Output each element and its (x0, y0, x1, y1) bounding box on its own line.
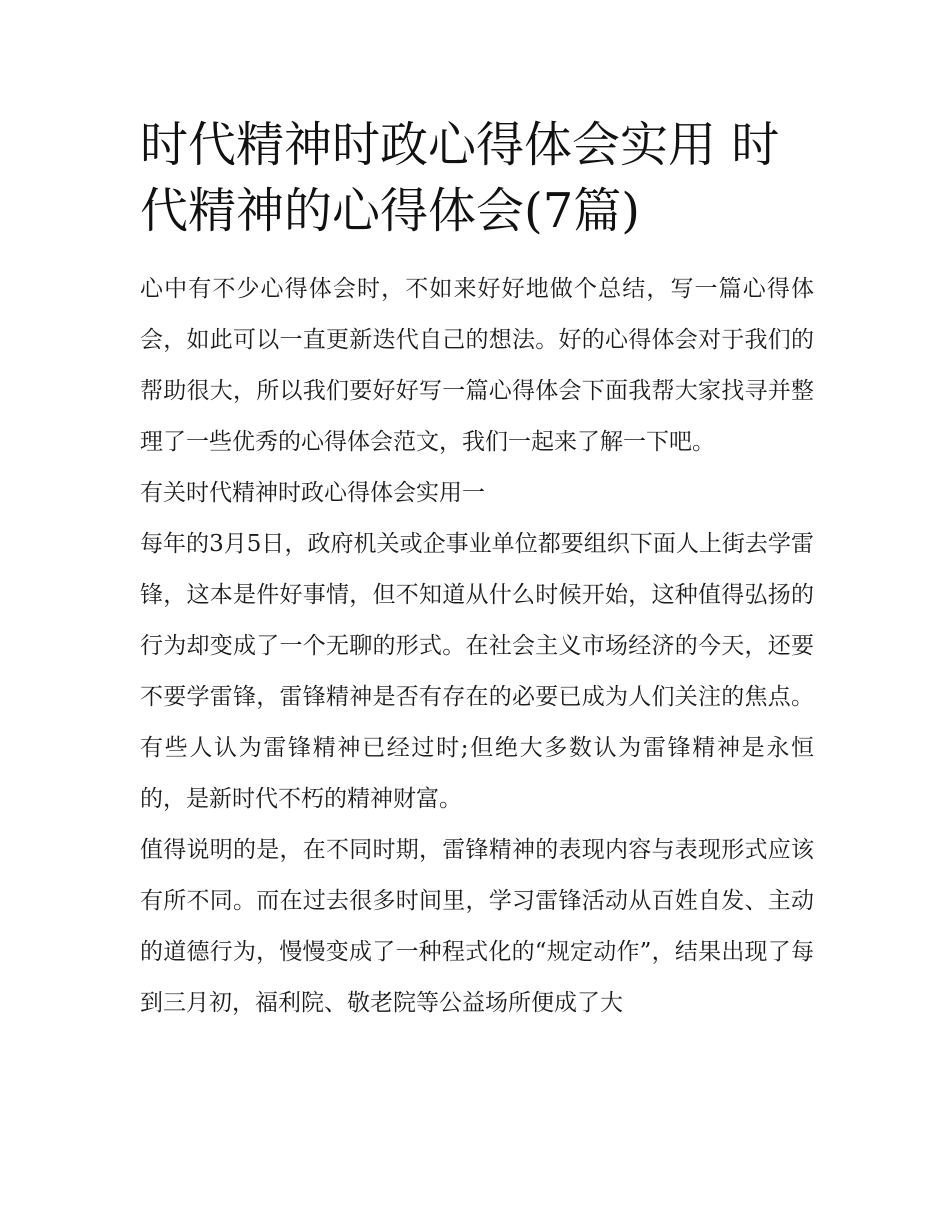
document-body (140, 112, 814, 1029)
document-title: 时代精神时政心得体会实用 时代精神的心得体会(7篇) (140, 117, 780, 239)
body-paragraph: 每年的3月5日，政府机关或企事业单位都要组织下面人上街去学雷锋，这本是件好事情，但不知道从什么时候开始，这种值得弘扬的行为却变成了一个无聊的形式。在社会主义市场经济的今天，还要不要学雷锋，雷锋精神是否有存在的必要已成为人们关注的焦点。有些人认为雷锋精神已经过时;但绝大多数认为雷锋精神是永恒的，是新时代不朽的精神财富。 (140, 531, 814, 812)
section-heading: 有关时代精神时政心得体会实用一 (140, 480, 485, 506)
body-paragraph: 值得说明的是，在不同时期，雷锋精神的表现内容与表现形式应该有所不同。而在过去很多时间里，学习雷锋活动从百姓自发、主动的道德行为，慢慢变成了一种程式化的“规定动作”，结果出现了每到三月初，福利院、敬老院等公益场所便成了大 (140, 837, 814, 1016)
intro-paragraph: 心中有不少心得体会时，不如来好好地做个总结，写一篇心得体会，如此可以一直更新迭代自己的想法。好的心得体会对于我们的帮助很大，所以我们要好好写一篇心得体会下面我帮大家找寻并整理了一些优秀的心得体会范文，我们一起来了解一下吧。 (140, 276, 814, 455)
